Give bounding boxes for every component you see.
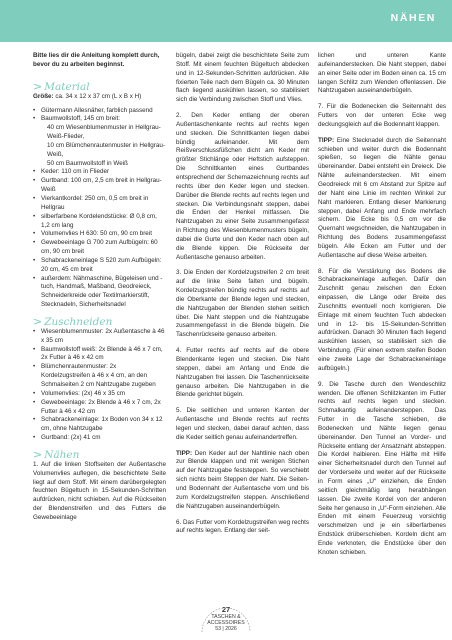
magazine-name-line2: ACCESSOIRES xyxy=(207,620,245,626)
instruction-paragraph xyxy=(318,137,446,261)
size-value: ca. 34 x 12 x 37 cm (L x B x H) xyxy=(55,92,142,100)
list-item xyxy=(33,213,166,231)
list-item-text: Wiesenblumenmuster: 2x Außentasche à 46 x 35 cm xyxy=(41,327,165,344)
list-item-text: Gurtband: 100 cm, 2,5 cm breit in Hellgrau-Weiß xyxy=(41,177,162,194)
list-item xyxy=(33,177,166,195)
header-tab xyxy=(362,0,452,42)
column-1 xyxy=(33,52,166,530)
instruction-paragraph xyxy=(176,450,309,512)
instruction-paragraph xyxy=(318,381,446,558)
size-label: Größe: xyxy=(33,92,54,100)
page-number: 27 xyxy=(221,605,231,614)
list-item xyxy=(33,346,166,364)
list-item-text: Keder: 110 cm in Flieder xyxy=(41,168,110,176)
section-title: NÄHEN xyxy=(390,12,436,24)
issue-number: 53 | 2026 xyxy=(215,626,237,632)
instruction-paragraph xyxy=(176,269,309,340)
list-item xyxy=(33,257,166,275)
instruction-text: lichen und unteren Kante aufeinanderstecken. Die Naht steppen, dabei an einer Seite oder im Boden einen ca. 15 cm langen Schlitz zum Wenden offenlassen. Die Nahtzugaben auseinanderbügeln. xyxy=(318,52,446,95)
list-item-text: Vierkantkordel: 250 cm, 0,5 cm breit in Hellgrau xyxy=(41,194,149,211)
list-item-text: Volumenvlies: (2x) 46 x 35 cm xyxy=(41,389,125,397)
tip-label: TIPP: xyxy=(176,449,193,457)
instruction-text: 5. Die seitlichen und unteren Kanten der Außentasche und Blende rechts auf rechts legen und stecken, dabei darauf achten, dass die Keder seitlich genau aufeinandertreffen. xyxy=(176,407,309,441)
list-item-text: Schabrackeneinlage S 520 zum Aufbügeln: 20 cm, 45 cm breit xyxy=(41,256,162,273)
naehen-heading xyxy=(33,449,166,461)
column-3 xyxy=(318,52,446,565)
zuschneiden-heading-label: Zuschneiden xyxy=(44,315,113,328)
list-item-text: Gütermann Allesnäher, farblich passend xyxy=(41,106,153,114)
magazine-name-line1: TASCHEN & xyxy=(211,614,241,620)
list-item xyxy=(33,363,166,390)
instruction-text: 3. Die Enden der Kordelzugstreifen 2 cm breit auf die linke Seite falten und bügeln. Kordelzugstreifen bündig rechts auf rechts auf die Oberkante der Blende legen und stecken, die Nahtzugaben der Blenden stehen seitlich über. Die Naht steppen und die Nahtzugabe zusammengefasst in die Blende bügeln. Die Taschenrückseite genauso arbeiten. xyxy=(176,269,309,339)
instruction-text: 2. Den Keder entlang der oberen Außentaschenkante rechts auf rechts legen und stecken. Die Schnittkanten liegen dabei bündig aufeinander. Mit dem Reißverschlussfüßchen dicht am Keder mit größter Stichlänge oder Heftstich aufsteppen. Die Schnittkanten eines Gurtbandes entsprechend der Schemazeichnung rechts auf rechts über den Keder legen und stecken. Darüber die Blende rechts auf rechts legen und stecken. Die Verbindungsnaht steppen, dabei die Enden der Henkel mitfassen. Die Nahtzugaben zu einer Seite zusammengefasst in Richtung des Wiesenblumenmusters bügeln, dabei die Gurte und den Keder nach oben auf die Blende kippen. Die Rückseite der Außentasche genauso arbeiten. xyxy=(176,112,309,261)
list-subitem-text: 50 cm Baumwollstoff in Weiß xyxy=(47,159,128,167)
list-item xyxy=(33,107,166,116)
instruction-paragraph xyxy=(33,461,166,523)
steps-column-1 xyxy=(33,461,166,523)
list-item xyxy=(33,115,166,168)
size-line xyxy=(33,93,166,102)
list-item xyxy=(33,434,166,443)
list-item xyxy=(33,390,166,399)
instruction-paragraph xyxy=(176,407,309,442)
list-item xyxy=(33,416,166,434)
instruction-paragraph xyxy=(318,52,446,96)
list-item xyxy=(33,230,166,239)
list-item-text: Gewebeeinlage: 2x Blende à 46 x 7 cm, 2x Futter à 46 x 42 cm xyxy=(41,398,161,415)
list-item-text: Blümchenrautenmuster: 2x Kordelzugstreifen à 46 x 4 cm, an den Schmalseiten 2 cm Nahtzugabe zugeben xyxy=(41,363,156,388)
list-item xyxy=(33,328,166,346)
list-subitem-text: 40 cm Wiesenblumenmuster in Hellgrau-Weiß-Flieder, xyxy=(47,124,161,141)
material-heading-label: Material xyxy=(44,80,90,93)
page-footer xyxy=(196,606,256,632)
instruction-paragraph xyxy=(176,519,309,537)
list-item-text: Schabrackeneinlage: 1x Boden von 34 x 12 cm, ohne Nahtzugabe xyxy=(41,416,163,433)
instruction-text: Eine Stecknadel durch die Seitennaht schieben und weiter durch die Bodennaht spießen, so liegen die Nähte genau übereinander. Dabei entsteht ein Dreieck. Die Nähte aufeinanderstecken. Mit einem Geodreieck mit 6 cm Abstand zur Spitze auf der Naht eine Linie im rechten Winkel zur Naht markieren. Entlang dieser Markierung steppen, dabei Anfang und Ende mehrfach sichern. Die Ecke bis 0,5 cm vor die Quernaht wegschneiden, die Nahtzugaben in Richtung des Bodens zusammengefasst bügeln. Alle Ecken am Futter und der Außentasche auf diese Weise arbeiten. xyxy=(318,136,446,259)
intro-text: Bitte lies dir die Anleitung komplett durch, bevor du zu arbeiten beginnst. xyxy=(33,52,160,68)
instruction-paragraph xyxy=(318,268,446,374)
chevron-right-icon: > xyxy=(33,314,43,328)
chevron-right-icon: > xyxy=(33,79,43,93)
instruction-text: Den Keder auf der Nahtlinie nach oben zur Blende klappen und mit wenigen Stichen auf der Nahtzugabe feststeppen. So verschiebt sich nichts beim Steppen der Naht. Die Seiten- und Bodennaht der Außentasche vom und bis zum Kordelzugstreifen steppen. Anschließend die Nahtzugaben auseinanderbügeln. xyxy=(176,449,309,510)
chevron-right-icon: > xyxy=(33,447,43,461)
instruction-paragraph xyxy=(176,112,309,262)
tip-label: TIPP: xyxy=(318,136,335,144)
naehen-heading-label: Nähen xyxy=(44,448,80,461)
list-item-text: Gurtband: (2x) 41 cm xyxy=(41,434,101,442)
list-item-text: Baumwollstoff weiß: 2x Blende à 46 x 7 cm, 2x Futter à 46 x 42 cm xyxy=(41,345,163,362)
list-item xyxy=(33,399,166,417)
zuschneiden-list xyxy=(33,328,166,443)
list-item-text: außerdem: Nähmaschine, Bügeleisen und -tuch, Handmaß, Maßband, Geodreieck, Schneiderkreide oder Textilmarkierstift, Stecknadeln, Sicherheitsnadel xyxy=(41,274,163,309)
instruction-text: 6. Das Futter vom Kordelzugstreifen weg rechts auf rechts legen. Entlang der seit- xyxy=(176,518,309,535)
list-item-text: Volumenvlies H 630: 50 cm, 90 cm breit xyxy=(41,230,152,238)
zuschneiden-heading xyxy=(33,316,166,328)
instruction-text: 8. Für die Verstärkung des Bodens die Schabrackeneinlage auflegen. Dafür den Zuschnitt genau zwischen den Ecken einpassen, die Länge oder Breite des Zuschnitts eventuell noch korrigieren. Die Einlage mit einem feuchten Tuch abdecken und in 12- bis 15-Sekunden-Schritten aufdrücken. Danach 30 Minuten flach liegend auskühlen lassen, so stabilisiert sich die Verbindung. (Für einen extrem steifen Boden eine zweite Lage der Schabrackeneinlage aufbügeln.) xyxy=(318,267,446,372)
instruction-text: 7. Für die Bodenecken die Seitennaht des Futters von der unteren Ecke weg deckungsgleich auf die Bodennaht klappen. xyxy=(318,103,446,128)
list-item-text: Baumwollstoff, 145 cm breit: xyxy=(41,115,120,123)
instruction-paragraph xyxy=(176,347,309,400)
footer-stitch-arc-icon xyxy=(196,606,256,636)
list-item-text: Gewebeeinlage G 700 zum Aufbügeln: 60 cm, 90 cm breit xyxy=(41,239,158,256)
material-list xyxy=(33,107,166,310)
instruction-paragraph xyxy=(176,52,309,105)
column-2 xyxy=(176,52,309,543)
list-item xyxy=(33,239,166,257)
material-heading xyxy=(33,81,166,93)
instruction-text: 1. Auf die linken Stoffseiten der Außentasche Volumenvlies auflegen, die beschichtete Seite liegt auf dem Stoff. Mit einem darübergelegten feuchten Bügeltuch in 15-Sekunden-Schritten aufdrücken, nicht schieben. Auf die Rückseiten der Blendenstreifen und des Futters die Gewebeeinlage xyxy=(33,460,166,521)
list-item xyxy=(33,275,166,310)
list-item xyxy=(33,195,166,213)
list-item xyxy=(33,168,166,177)
list-item-text: silberfarbene Kordelendstücke: Ø 0,8 cm, 1,2 cm lang xyxy=(41,212,157,229)
instruction-text: 9. Die Tasche durch den Wendeschlitz wenden. Die offenen Schlitzkanten im Futter rechts auf rechts legen und stecken. Schmalkantig aufeinandersteppen. Das Futter in die Tasche schieben, die Bodenecken und Nähte liegen genau übereinander. Den Tunnel an Vorder- und Rückseite entlang der Ansatznaht absteppen. Die Kordel halbieren. Eine Hälfte mit Hilfe einer Sicherheitsnadel durch den Tunnel auf der Vorderseite und weiter auf der Rückseite in Form eines „U“ einziehen, die Enden seitlich gleichmäßig lang herabhängen lassen. Die zweite Kordel von der anderen Seite her genauso in „U“-Form einziehen. Alle Enden mit einem Feuerzeug vorsichtig verschmelzen und je ein silberfarbenes Endstück drüberschieben. Kordeln dicht am Ende verknoten, die Endstücke über den Knoten schieben. xyxy=(318,380,446,556)
instruction-text: bügeln, dabei zeigt die beschichtete Seite zum Stoff. Mit einem feuchten Bügeltuch abdecken und in 12-Sekunden-Schritten aufdrücken. Alle fixierten Teile nach dem Bügeln ca. 30 Minuten flach liegend auskühlen lassen, so stabilisiert sich die Verbindung zwischen Stoff und Vlies. xyxy=(176,52,309,104)
instruction-paragraph xyxy=(318,103,446,130)
list-subitem-text: 10 cm Blümchenrautenmuster in Hellgrau-Weiß, xyxy=(47,141,165,158)
instruction-text: 4. Futter rechts auf rechts auf die obere Blendenkante legen und stecken. Die Naht steppen, dabei am Anfang und Ende die Nahtzugaben frei lassen. Die Taschenrückseite genauso arbeiten. Die Nahtzugaben in die Blende gerichtet bügeln. xyxy=(176,347,309,399)
